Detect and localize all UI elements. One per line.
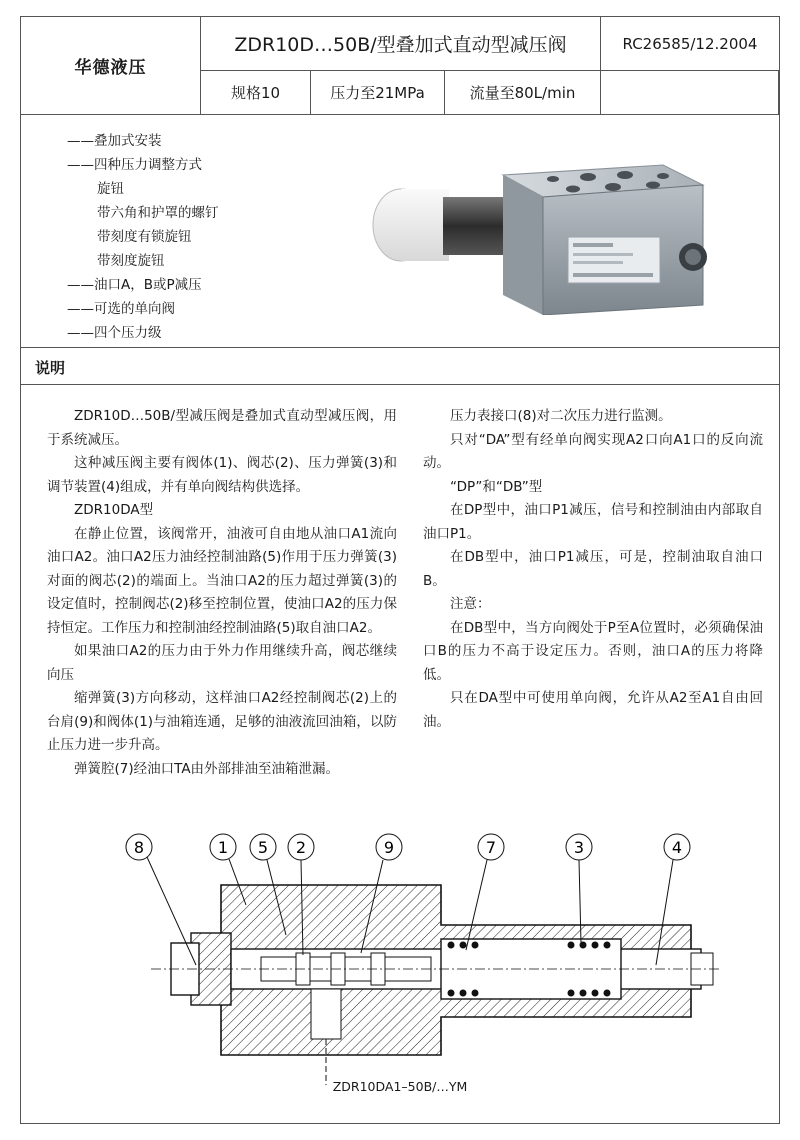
datasheet-page — [20, 16, 780, 1124]
paragraph: 压力表接口(8)对二次压力进行监测。 — [450, 408, 672, 424]
description-right-column — [423, 405, 763, 734]
brand-logo-text: 华德液压 — [21, 17, 201, 115]
feature-subitem: 带刻度有锁旋钮 — [97, 229, 192, 245]
header-table — [21, 17, 779, 115]
valve-product-photo — [363, 145, 713, 315]
paragraph: 注意： — [450, 596, 491, 612]
svg-text:4: 4 — [671, 838, 683, 857]
svg-text:1: 1 — [217, 838, 229, 857]
svg-text:7: 7 — [485, 838, 497, 857]
paragraph: 只对“DA”型有经单向阀实现A2口向A1口的反向流动。 — [423, 431, 763, 471]
spec-size: 规格10 — [201, 71, 311, 115]
svg-text:3: 3 — [573, 838, 585, 857]
feature-subitem: 带六角和护罩的螺钉 — [97, 205, 219, 221]
paragraph: 在DB型中，当方向阀处于P至A位置时，必须确保油口B的压力不高于设定压力。否则，油口A的压力将降低。 — [423, 619, 763, 683]
feature-item: ——可选的单向阀 — [67, 301, 175, 317]
paragraph: 这种减压阀主要有阀体(1)、阀芯(2)、压力弹簧(3)和调节装置(4)组成，并有单向阀结构供选择。 — [47, 455, 397, 495]
feature-item: ——四个压力级 — [67, 325, 162, 341]
drawing-caption: ZDR10DA1–50B/…YM — [332, 1079, 468, 1094]
paragraph: 只在DA型中可使用单向阀，允许从A2至A1自由回油。 — [423, 690, 763, 730]
svg-text:2: 2 — [295, 838, 307, 857]
paragraph: ZDR10DA型 — [74, 502, 154, 518]
paragraph: 弹簧腔(7)经油口TA由外部排油至油箱泄漏。 — [74, 760, 340, 777]
paragraph: 缩弹簧(3)方向移动，这样油口A2经控制阀芯(2)上的台肩(9)和阀体(1)与油箱连通，足够的油液流回油箱，以防止压力进一步升高。 — [47, 690, 397, 753]
paragraph: ZDR10D…50B/型减压阀是叠加式直动型减压阀，用于系统减压。 — [47, 408, 397, 448]
spec-empty-cell — [601, 71, 779, 115]
svg-text:5: 5 — [257, 838, 269, 857]
paragraph: 在静止位置，该阀常开，油液可自由地从油口A1流向油口A2。油口A2压力油经控制油路(5)作用于压力弹簧(3)对面的阀芯(2)的端面上。当油口A2的压力超过弹簧(3)的设定值时，控制阀芯(2)移至控制位置，使油口A2的压力保持恒定。工作压力和控制油经控制油路(5)取自油口A2。 — [47, 525, 397, 636]
feature-item: ——叠加式安装 — [67, 133, 162, 149]
svg-text:9: 9 — [383, 838, 395, 857]
description-left-column — [47, 405, 397, 781]
feature-list — [67, 129, 327, 345]
svg-text:8: 8 — [133, 838, 145, 857]
spec-flow: 流量至80L/min — [445, 71, 601, 115]
valve-section-drawing — [111, 825, 731, 1095]
feature-subitem: 带刻度旋钮 — [97, 253, 165, 269]
paragraph: 如果油口A2的压力由于外力作用继续升高，阀芯继续向压 — [47, 643, 397, 683]
feature-item: ——四种压力调整方式 — [67, 157, 202, 173]
spec-pressure: 压力至21MPa — [311, 71, 445, 115]
paragraph: “DP”和“DB”型 — [450, 478, 543, 495]
paragraph: 在DP型中，油口P1减压，信号和控制油由内部取自油口P1。 — [423, 502, 763, 542]
feature-subitem: 旋钮 — [97, 181, 124, 197]
section-title: 说明 — [35, 359, 66, 377]
feature-item: ——油口A，B或P减压 — [67, 277, 202, 293]
section-header — [21, 347, 779, 385]
document-code: RC26585/12.2004 — [601, 17, 779, 71]
paragraph: 在DB型中，油口P1减压，可是，控制油取自油口B。 — [423, 549, 763, 589]
product-title: ZDR10D…50B/型叠加式直动型减压阀 — [201, 17, 601, 71]
